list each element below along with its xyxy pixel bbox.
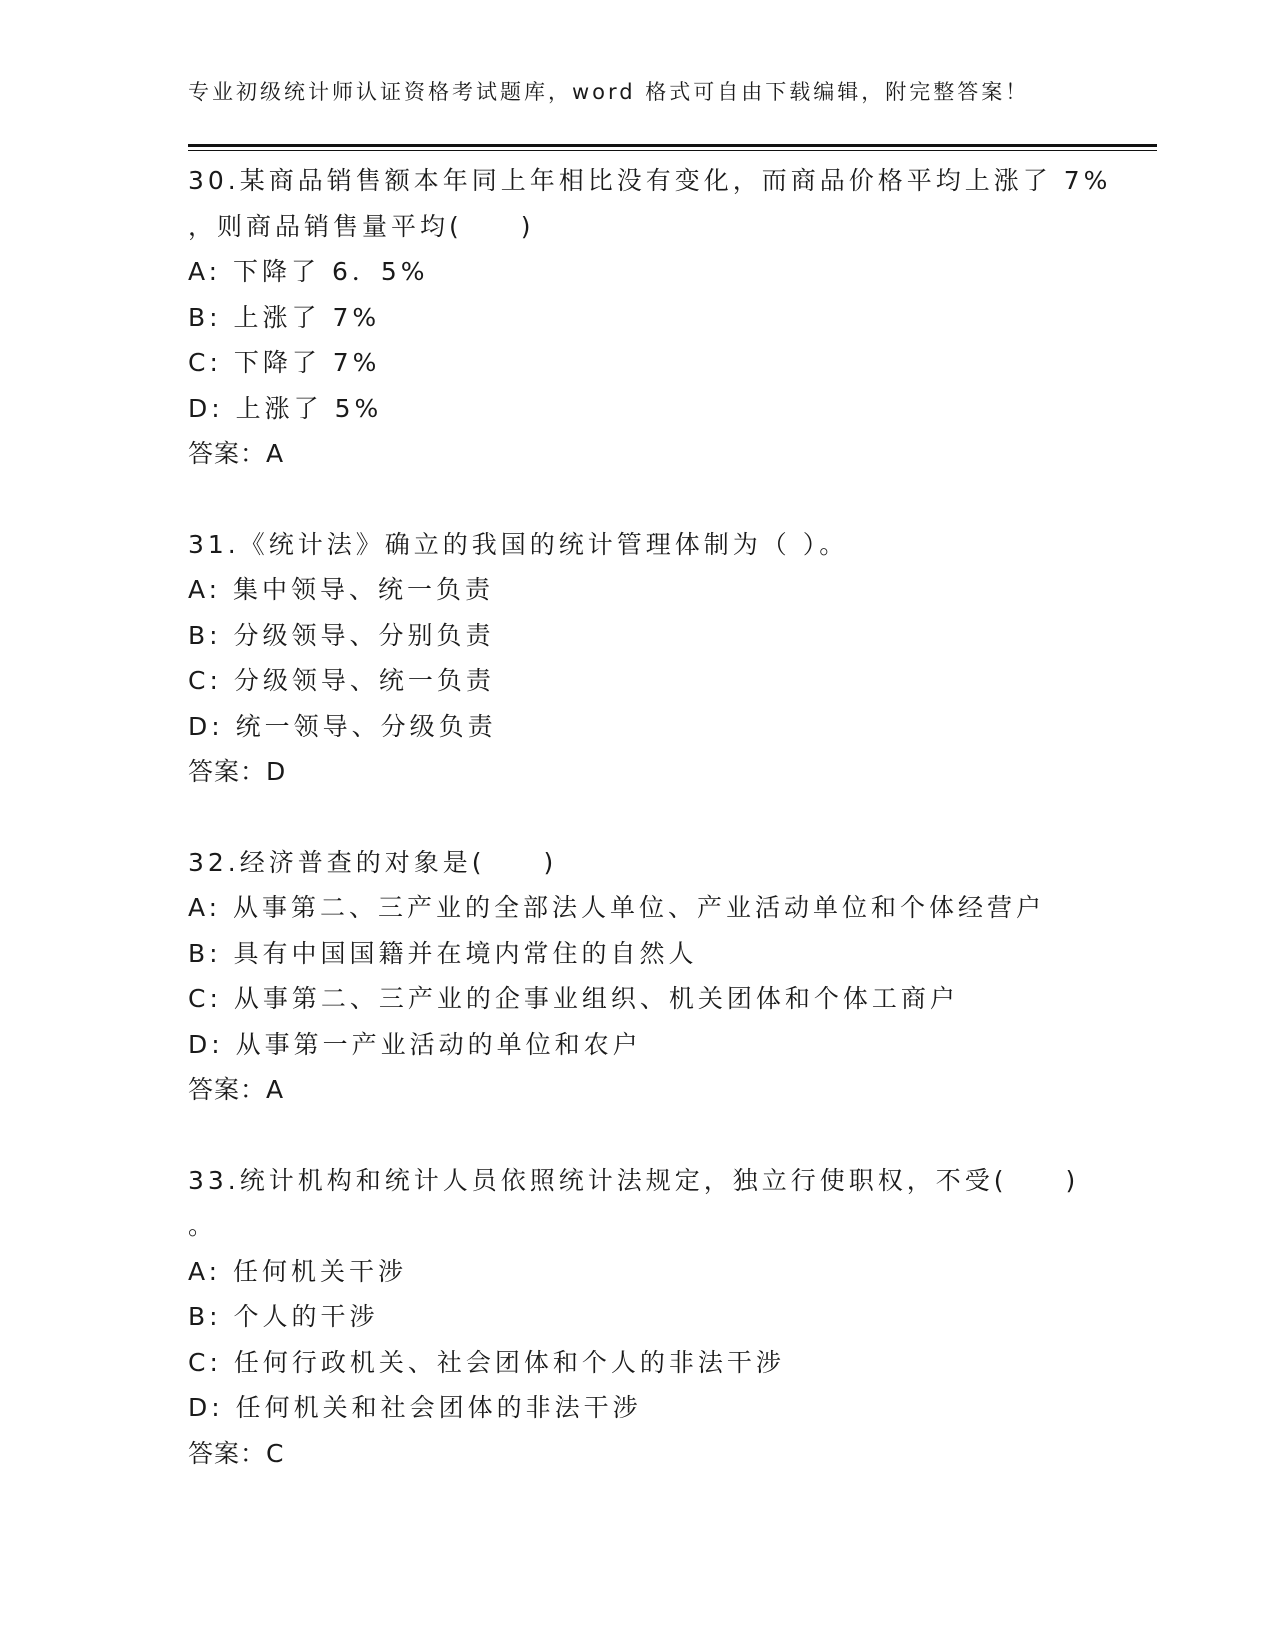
option-a: A: 下降了 6．5% [188,257,429,286]
spacer [188,1113,1148,1158]
option-d: D: 统一领导、分级负责 [188,711,497,741]
question-31 [188,522,1148,795]
answer: 答案：A [188,1075,285,1104]
option-c: C: 任何行政机关、社会团体和个人的非法干涉 [188,1347,785,1377]
option-c: C: 下降了 7% [188,348,381,377]
question-text-continued: 。 [188,1211,218,1240]
option-b: B: 个人的干涉 [188,1302,379,1331]
header-rule-thin [188,150,1157,151]
answer: 答案：A [188,439,285,468]
question-text: 30.某商品销售额本年同上年相比没有变化，而商品价格平均上涨了 7% [188,166,1112,195]
option-d: D: 从事第一产业活动的单位和农户 [188,1029,642,1059]
spacer [188,477,1148,522]
option-a: A: 从事第二、三产业的全部法人单位、产业活动单位和个体经营户 [188,893,1046,922]
option-a: A: 任何机关干涉 [188,1256,408,1286]
question-text: 31.《统计法》确立的我国的统计管理体制为（ ）。 [188,529,849,559]
option-b: B: 上涨了 7% [188,302,381,332]
header-rule-thick [188,144,1157,147]
question-list [188,158,1148,1476]
question-text: 33.统计机构和统计人员依照统计法规定，独立行使职权，不受( ) [188,1165,1080,1195]
option-a: A: 集中领导、统一负责 [188,575,495,604]
option-d: D: 任何机关和社会团体的非法干涉 [188,1393,642,1422]
option-b: B: 分级领导、分别负责 [188,620,495,650]
question-30 [188,158,1148,477]
option-d: D: 上涨了 5% [188,393,383,423]
option-c: C: 从事第二、三产业的企事业组织、机关团体和个体工商户 [188,984,959,1013]
option-b: B: 具有中国国籍并在境内常住的自然人 [188,938,698,968]
answer: 答案：C [188,1438,285,1468]
question-32 [188,840,1148,1113]
spacer [188,795,1148,840]
option-c: C: 分级领导、统一负责 [188,666,495,695]
question-33 [188,1158,1148,1477]
answer: 答案：D [188,757,287,786]
question-text: 32.经济普查的对象是( ) [188,847,558,877]
page-header: 专业初级统计师认证资格考试题库，word 格式可自由下载编辑，附完整答案！ [188,80,1030,104]
question-text-continued: ，则商品销售量平均( ) [188,211,535,241]
